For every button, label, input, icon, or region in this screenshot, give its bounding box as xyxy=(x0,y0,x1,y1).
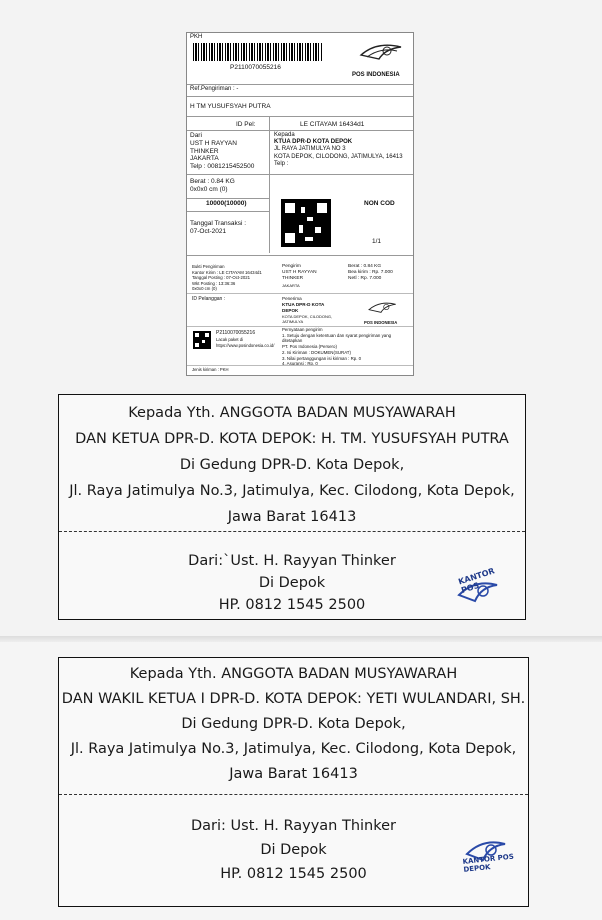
receipt-receiver-name: KTUA DPR-D KOTA xyxy=(282,301,325,307)
from-line-1: Dari: Ust. H. Rayyan Thinker xyxy=(191,818,396,834)
from-line-1: Dari:`Ust. H. Rayyan Thinker xyxy=(188,553,396,569)
receipt-weight: Berat : 0.84 KG xyxy=(348,264,382,269)
brand-name: POS INDONESIA xyxy=(352,72,400,78)
receipt-receiver-addr-2: JATIMULYA xyxy=(282,319,304,325)
id-pel-row xyxy=(187,117,413,131)
divider xyxy=(187,255,413,256)
transaction-date: 07-Oct-2021 xyxy=(190,227,227,235)
receipt-receiver-name-2: DEPOK xyxy=(282,307,299,313)
receipt-sender-title: Pengirim xyxy=(282,264,301,269)
id-pelanggan: ID Pelanggan : xyxy=(192,296,226,302)
tracking-number: P2110070055216 xyxy=(230,64,281,71)
ref-row xyxy=(187,85,413,97)
track-url: https://www.posindonesia.co.id/ xyxy=(216,342,275,348)
address-row xyxy=(187,131,413,175)
from-line-3: HP. 0812 1545 2500 xyxy=(218,597,366,613)
receipt-sender xyxy=(279,263,345,289)
dimension: 0x0x0 cm (0) xyxy=(190,185,228,193)
receipt-sender-city: JAKARTA xyxy=(282,282,300,288)
small-qr-code xyxy=(193,331,211,349)
receiver-block xyxy=(271,131,411,169)
receipt-time: Wkt Posting : 13:36:36 xyxy=(192,280,236,286)
term-1: 1. Setuju dengan ketentuan dan syarat pengiriman yang xyxy=(282,332,392,338)
sender-block xyxy=(187,131,269,172)
to-line-3: Di Gedung DPR-D. Kota Depok, xyxy=(181,716,406,732)
pos-indonesia-logo-icon xyxy=(357,39,407,69)
address-box-2 xyxy=(58,657,529,907)
term-1c: PT. Pos Indonesia (Persero) xyxy=(282,344,337,350)
id-pel-value: LE CITAYAM 16434d1 xyxy=(300,121,365,128)
term-4: 4. Asuransi : Rp. 0 xyxy=(282,361,318,367)
dashed-divider xyxy=(59,531,525,532)
postmark-stamp-2 xyxy=(462,832,515,874)
receipt-receiver-title: Penerima xyxy=(282,296,302,301)
label-header xyxy=(187,33,413,85)
shipping-label xyxy=(186,32,414,376)
receipt-fee: Bea kirim : Rp. 7.000 xyxy=(348,270,393,276)
address-box-1 xyxy=(58,394,526,620)
receipt-office: Kantor Kirim : LE CITAYAM 16434d1 xyxy=(192,269,262,275)
to-line-2: DAN KETUA DPR-D. KOTA DEPOK: H. TM. YUSUFSYAH PUTRA xyxy=(75,431,509,447)
sender-title: Dari xyxy=(190,132,202,139)
recipient-ref-row xyxy=(187,97,413,117)
term-3: 3. Nilai pertanggungan isi kiriman : Rp. 0 xyxy=(282,355,362,361)
receiver-district: KOTA DEPOK, CILODONG, JATIMULYA, 16413 xyxy=(274,153,403,160)
weight: Berat : 0.84 KG xyxy=(190,178,235,185)
receiver-street: JL RAYA JATIMULYA NO 3 xyxy=(274,146,346,153)
recipient-ref: H TM YUSUFSYAH PUTRA xyxy=(190,103,271,110)
receipt-title: Bukti Pengiriman xyxy=(192,264,225,269)
paper-edge xyxy=(0,636,602,642)
weight-block xyxy=(187,177,269,199)
pieces: 1/1 xyxy=(372,238,382,245)
service-type: Jenis kiriman : PKH xyxy=(192,367,229,372)
ref-label: Ref.Pengiriman : - xyxy=(190,86,239,92)
receiver-phone: Telp : xyxy=(274,160,289,167)
from-line-3: HP. 0812 1545 2500 xyxy=(220,866,367,882)
postmark-stamp-1 xyxy=(455,566,501,613)
receipt-receiver xyxy=(279,295,349,325)
transaction-label: Tanggal Transaksi : xyxy=(190,220,247,227)
price: 10000(10000) xyxy=(206,200,247,207)
receipt-sender-name: UST H RAYYAN xyxy=(282,270,317,276)
term-1b: ditetapkan xyxy=(282,338,303,344)
receipt-fees xyxy=(345,263,411,284)
divider xyxy=(187,293,413,294)
service-code: PKH xyxy=(190,34,203,40)
receipt-dims: 0x0x0 cm (0) xyxy=(192,286,217,292)
receipt-date: Tanggal Posting : 07-Oct-2021 xyxy=(192,275,251,281)
to-line-1: Kepada Yth. ANGGOTA BADAN MUSYAWARAH xyxy=(128,405,456,421)
from-line-2: Di Depok xyxy=(258,575,326,591)
to-line-5: Jawa Barat 16413 xyxy=(229,766,358,782)
terms-title: Pernyataan pengirim xyxy=(282,327,323,332)
brand-name-small: POS INDONESIA xyxy=(364,320,398,325)
tracking-info xyxy=(213,329,279,350)
receiver-name: KTUA DPR-D KOTA DEPOK xyxy=(274,139,353,146)
from-line-2: Di Depok xyxy=(260,842,327,858)
recipient-block-1 xyxy=(59,405,525,535)
pos-indonesia-small-logo-icon xyxy=(365,299,401,319)
to-line-1: Kepada Yth. ANGGOTA BADAN MUSYAWARAH xyxy=(129,666,458,682)
to-line-5: Jawa Barat 16413 xyxy=(227,509,357,525)
dashed-divider xyxy=(59,794,528,795)
tracking-number-small: P2110070055216 xyxy=(216,330,256,336)
to-line-4: Jl. Raya Jatimulya No.3, Jatimulya, Kec. Cilodong, Kota Depok, xyxy=(69,483,515,499)
receipt-block xyxy=(189,263,273,293)
qr-code xyxy=(281,199,331,247)
transaction-block xyxy=(187,219,249,237)
barcode xyxy=(193,43,323,61)
to-line-4: Jl. Raya Jatimulya No.3, Jatimulya, Kec. Cilodong, Kota Depok, xyxy=(70,741,517,757)
postmark-text-2: KANTOR POS DEPOK xyxy=(462,852,515,874)
sender-city: JAKARTA xyxy=(190,155,219,163)
weight-row xyxy=(187,175,413,197)
track-note: Lacak paket di xyxy=(216,337,244,342)
postmark-text-1: KANTOR POS xyxy=(457,566,496,596)
to-line-2: DAN WAKIL KETUA I DPR-D. KOTA DEPOK: YETI WULANDARI, SH. xyxy=(61,691,526,707)
recipient-block-2 xyxy=(59,666,528,791)
terms-block xyxy=(279,326,411,368)
receiver-title: Kepada xyxy=(274,132,295,138)
to-line-3: Di Gedung DPR-D. Kota Depok, xyxy=(179,457,405,473)
cod-status: NON COD xyxy=(364,200,395,207)
sender-phone: Telp : 0081215452500 xyxy=(190,163,255,171)
divider xyxy=(187,211,269,212)
receipt-receiver-addr: KOTA DEPOK, CILODONG, xyxy=(282,313,333,319)
receipt-sender-name-2: THINKER xyxy=(282,276,304,282)
id-pel-label: ID Pel: xyxy=(236,121,256,128)
term-2: 2. Isi Kiriman : DOKUMEN(SURAT) xyxy=(282,349,351,355)
receipt-net: Netl : Rp. 7.000 xyxy=(348,276,382,282)
sender-name-2: THINKER xyxy=(190,147,219,155)
sender-block-2 xyxy=(59,818,528,890)
sender-name: UST H RAYYAN xyxy=(190,139,237,147)
